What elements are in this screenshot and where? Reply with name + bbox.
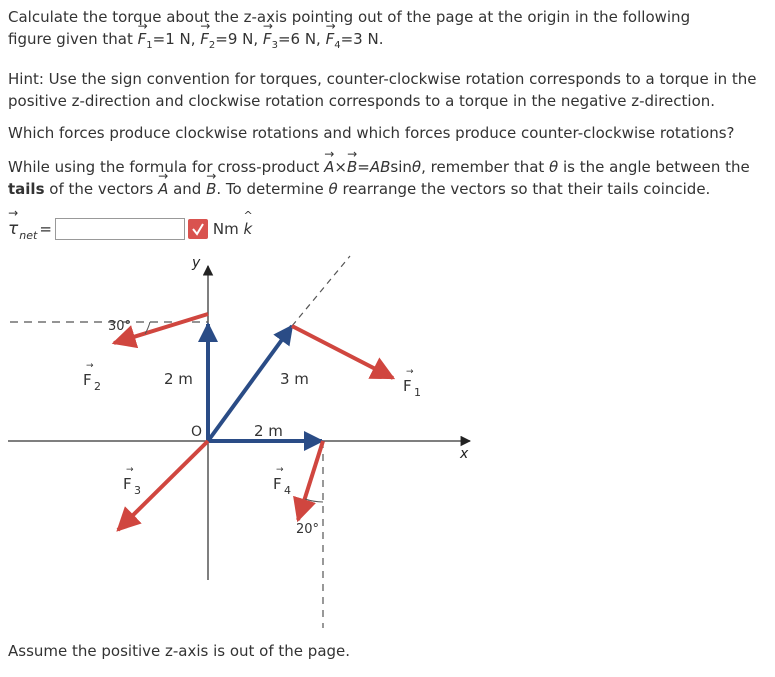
force-symbol: → F [138,28,147,50]
distance-label-diagonal: 3 m [280,370,309,388]
formula-text: While using the formula for cross-product → A×→ B=ABsinθ, remember that θ is the angle between the tails of the vectors → A and → B. To determine θ rearrange the vectors so that their tails coincide. [8,156,768,200]
force-arrow-f4 [298,441,323,520]
svg-text:F: F [83,371,92,389]
svg-text:→: → [406,367,414,377]
x-axis-label: x [460,446,469,462]
question-text [8,6,768,57]
svg-text:→: → [126,465,134,475]
force-symbol: → F [326,28,335,50]
tau-subscript: net [19,228,38,242]
svg-text:3: 3 [134,484,141,497]
question-line-1: Calculate the torque about the z-axis pointing out of the page at the origin in the following [8,8,691,26]
unit-k-hat: ^ k [243,209,253,238]
question-line-2: figure given that → $F_1=1$ N, → $F_2=9$ N, → $F_3=6$ N, → $F_4=3$ N. [8,28,768,57]
angle-arc-f4 [305,499,323,502]
force-symbol: → F [200,28,209,50]
tau-symbol: → τ [8,219,18,239]
hint-text: Hint: Use the sign convention for torques, counter-clockwise rotation corresponds to a torque in the positive z-direction and clockwise rotation corresponds to a torque in the negative z-direction. [8,70,757,110]
label-f1 [403,367,421,399]
force-symbol: → F [263,28,272,50]
svg-text:F: F [273,475,282,493]
svg-text:1: 1 [414,386,421,399]
svg-text:4: 4 [284,484,291,497]
footer-note: Assume the positive z-axis is out of the page. [8,642,351,660]
angle-label-f2: 30° [108,319,132,334]
prompt-text: Which forces produce clockwise rotations and which forces produce counter-clockwise rotations? [8,124,735,142]
answer-equals: = [39,220,52,238]
svg-text:2: 2 [94,380,101,393]
svg-text:→: → [276,465,284,475]
torque-answer-input[interactable] [55,218,185,240]
label-f3 [123,465,141,497]
svg-text:F: F [123,475,132,493]
answer-row [8,209,253,242]
distance-label-right: 2 m [254,422,283,440]
answer-unit: Nm ^ k [212,209,253,238]
dashed-guide-f1 [292,256,350,326]
origin-label: O [191,424,203,440]
label-f2 [83,361,101,393]
y-axis-label: y [192,255,201,271]
svg-text:F: F [403,377,412,395]
distance-label-left: 2 m [164,370,193,388]
force-diagram [0,250,520,630]
svg-text:→: → [86,361,94,371]
incorrect-check-icon [188,219,208,239]
label-f4 [273,465,291,497]
angle-label-f4: 20° [296,522,320,537]
